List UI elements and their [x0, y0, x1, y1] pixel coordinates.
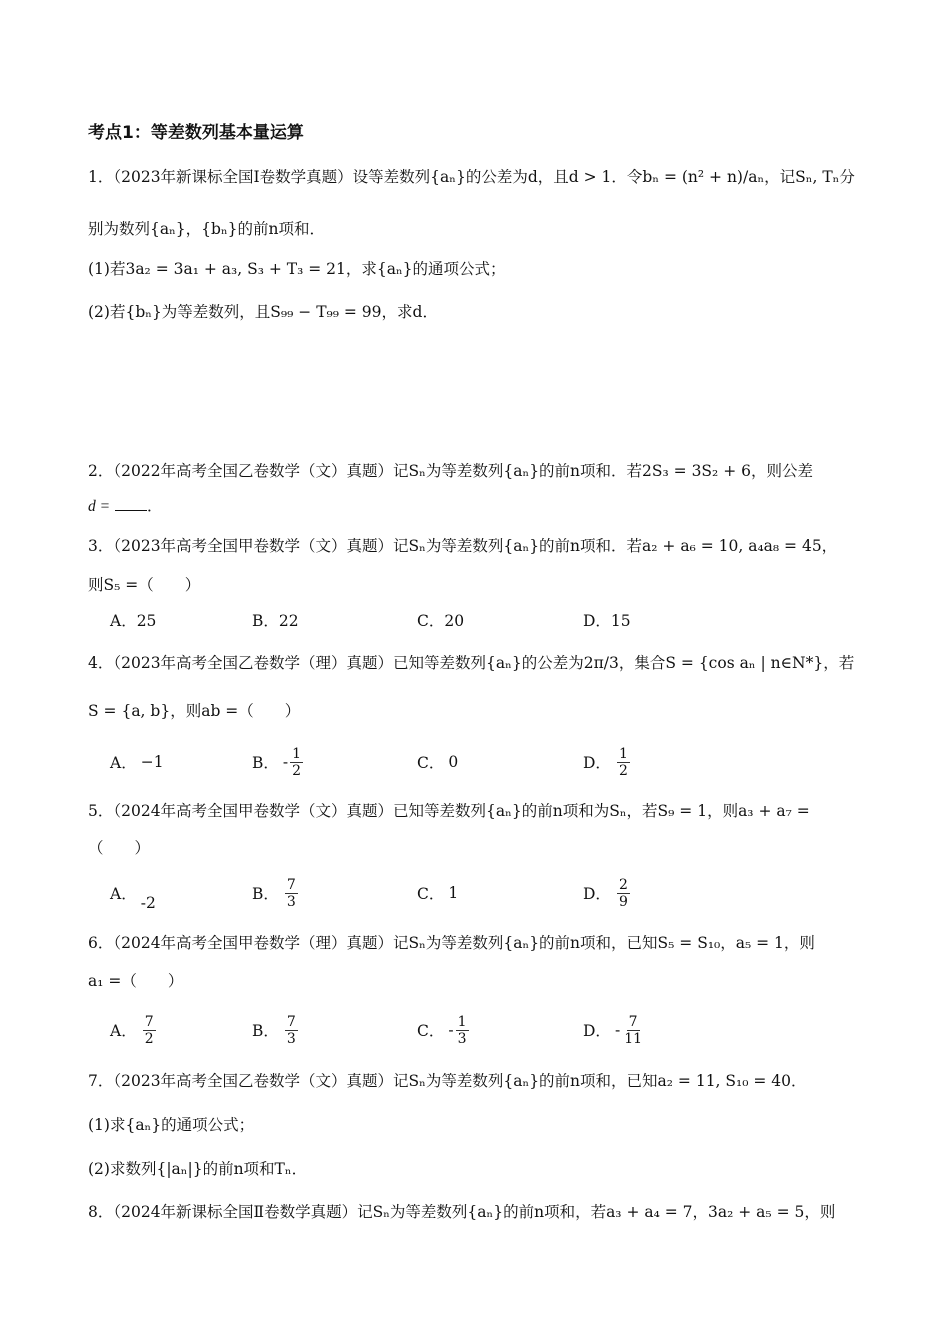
q4-option-a[interactable]: [110, 740, 164, 784]
q6-d-num: 7: [628, 1013, 638, 1030]
q6-d-sign: -: [614, 1021, 621, 1039]
q3-line1: 3．（2023年高考全国甲卷数学（文）真题）记Sₙ为等差数列{aₙ}的前n项和．若a₂ + a₆ = 10, a₄a₈ = 45，: [88, 537, 838, 555]
q6-c-label: C．: [417, 1022, 445, 1040]
q3-line2: 则S₅ =（ ）: [88, 576, 201, 594]
q6-b-den: 3: [286, 1030, 296, 1047]
q4-line2: S = {a, b}，则ab =（ ）: [88, 702, 301, 720]
q6-option-b[interactable]: [252, 1008, 300, 1052]
q1-line2: 别为数列{aₙ}，{bₙ}的前n项和．: [88, 220, 326, 238]
q6-c-den: 3: [457, 1030, 467, 1047]
q1-part1: (1)若3a₂ = 3a₁ + a₃, S₃ + T₃ = 21，求{aₙ}的通项公式；: [88, 260, 506, 278]
q8-line1: 8．（2024年新课标全国Ⅱ卷数学真题）记Sₙ为等差数列{aₙ}的前n项和，若a₃ + a₄ = 7，3a₂ + a₅ = 5，则: [88, 1203, 836, 1221]
q5-line2: （ ）: [88, 839, 151, 857]
q6-option-c[interactable]: [417, 1008, 471, 1052]
q4-b-sign: -: [282, 753, 289, 771]
q5-d-label: D．: [583, 885, 611, 903]
q6-d-den: 11: [624, 1030, 643, 1047]
q4-c-label: C．: [417, 754, 445, 772]
q4-c-value: 0: [448, 753, 459, 771]
q6-c-num: 1: [457, 1013, 467, 1030]
q5-b-den: 3: [286, 893, 296, 910]
q4-b-den: 2: [292, 762, 302, 779]
section-heading: 考点1：等差数列基本量运算: [88, 123, 304, 143]
q5-d-den: 9: [618, 893, 628, 910]
q3-option-c[interactable]: C．20: [417, 612, 465, 630]
q4-option-d[interactable]: [583, 740, 632, 784]
q6-c-fraction: [456, 1014, 469, 1047]
q4-b-num: 1: [292, 745, 302, 762]
q3-option-d[interactable]: D．15: [583, 612, 631, 630]
q4-d-label: D．: [583, 754, 611, 772]
q1-line1: 1．（2023年新课标全国Ⅰ卷数学真题）设等差数列{aₙ}的公差为d，且d > 1．令bₙ = (n² + n)/aₙ，记Sₙ, Tₙ分: [88, 168, 855, 186]
q5-b-fraction: [285, 877, 298, 910]
q6-b-num: 7: [286, 1013, 296, 1030]
q5-option-a[interactable]: [110, 871, 156, 915]
q5-d-num: 2: [618, 876, 628, 893]
q2-answer-blank: [115, 496, 147, 511]
q6-a-label: A．: [110, 1022, 137, 1040]
q4-line1: 4．（2023年高考全国乙卷数学（理）真题）已知等差数列{aₙ}的公差为2π/3，集合S = {cos aₙ | n∈N*}，若: [88, 654, 855, 672]
q6-line2: a₁ =（ ）: [88, 972, 184, 990]
q6-options: [110, 1008, 850, 1052]
q6-line1: 6．（2024年高考全国甲卷数学（理）真题）记Sₙ为等差数列{aₙ}的前n项和，已知S₅ = S₁₀，a₅ = 1，则: [88, 934, 815, 952]
q4-a-value: −1: [140, 753, 164, 771]
q4-b-fraction: [290, 746, 303, 779]
q5-line1: 5．（2024年高考全国甲卷数学（文）真题）已知等差数列{aₙ}的前n项和为Sₙ，若S₉ = 1，则a₃ + a₇ =: [88, 802, 810, 820]
q5-d-fraction: [617, 877, 630, 910]
q6-a-num: 7: [144, 1013, 154, 1030]
q6-c-sign: -: [448, 1021, 454, 1039]
q4-options: [110, 740, 850, 784]
q3-options: [110, 598, 850, 642]
q6-b-fraction: [285, 1014, 298, 1047]
q6-a-den: 2: [144, 1030, 154, 1047]
q4-option-b[interactable]: [252, 740, 305, 784]
q5-option-d[interactable]: [583, 871, 632, 915]
q4-b-label: B．: [252, 754, 279, 772]
q1-part2: (2)若{bₙ}为等差数列，且S₉₉ − T₉₉ = 99，求d．: [88, 303, 438, 321]
q6-a-fraction: [143, 1014, 156, 1047]
q4-d-den: 2: [618, 762, 628, 779]
q4-a-label: A．: [110, 754, 137, 772]
q4-option-c[interactable]: [417, 740, 458, 784]
q6-d-fraction: [622, 1014, 644, 1047]
q5-options: [110, 871, 850, 915]
q6-option-d[interactable]: [583, 1008, 646, 1052]
q5-c-value: 1: [448, 884, 459, 902]
q5-b-num: 7: [286, 876, 296, 893]
q5-option-c[interactable]: [417, 871, 458, 915]
q5-b-label: B．: [252, 885, 279, 903]
q7-line1: 7．（2023年高考全国乙卷数学（文）真题）记Sₙ为等差数列{aₙ}的前n项和，已知a₂ = 11, S₁₀ = 40．: [88, 1072, 807, 1090]
q5-a-label: A．: [110, 885, 137, 903]
q6-b-label: B．: [252, 1022, 279, 1040]
q3-option-b[interactable]: B．22: [252, 612, 299, 630]
q4-d-num: 1: [618, 745, 628, 762]
q2-line1: 2．（2022年高考全国乙卷数学（文）真题）记Sₙ为等差数列{aₙ}的前n项和．若2S₃ = 3S₂ + 6，则公差: [88, 462, 813, 480]
q7-part2: (2)求数列{|aₙ|}的前n项和Tₙ．: [88, 1160, 308, 1178]
q5-c-label: C．: [417, 885, 445, 903]
q4-d-fraction: [617, 746, 630, 779]
q6-d-label: D．: [583, 1022, 611, 1040]
q2-line2-end: ．: [147, 497, 163, 515]
q6-option-a[interactable]: [110, 1008, 158, 1052]
q5-option-b[interactable]: [252, 871, 300, 915]
q5-a-value: -2: [140, 894, 156, 912]
q2-d-label: d =: [88, 498, 111, 515]
q3-option-a[interactable]: A．25: [110, 612, 157, 630]
q2-line2: [88, 495, 163, 518]
q7-part1: (1)求{aₙ}的通项公式；: [88, 1116, 255, 1134]
